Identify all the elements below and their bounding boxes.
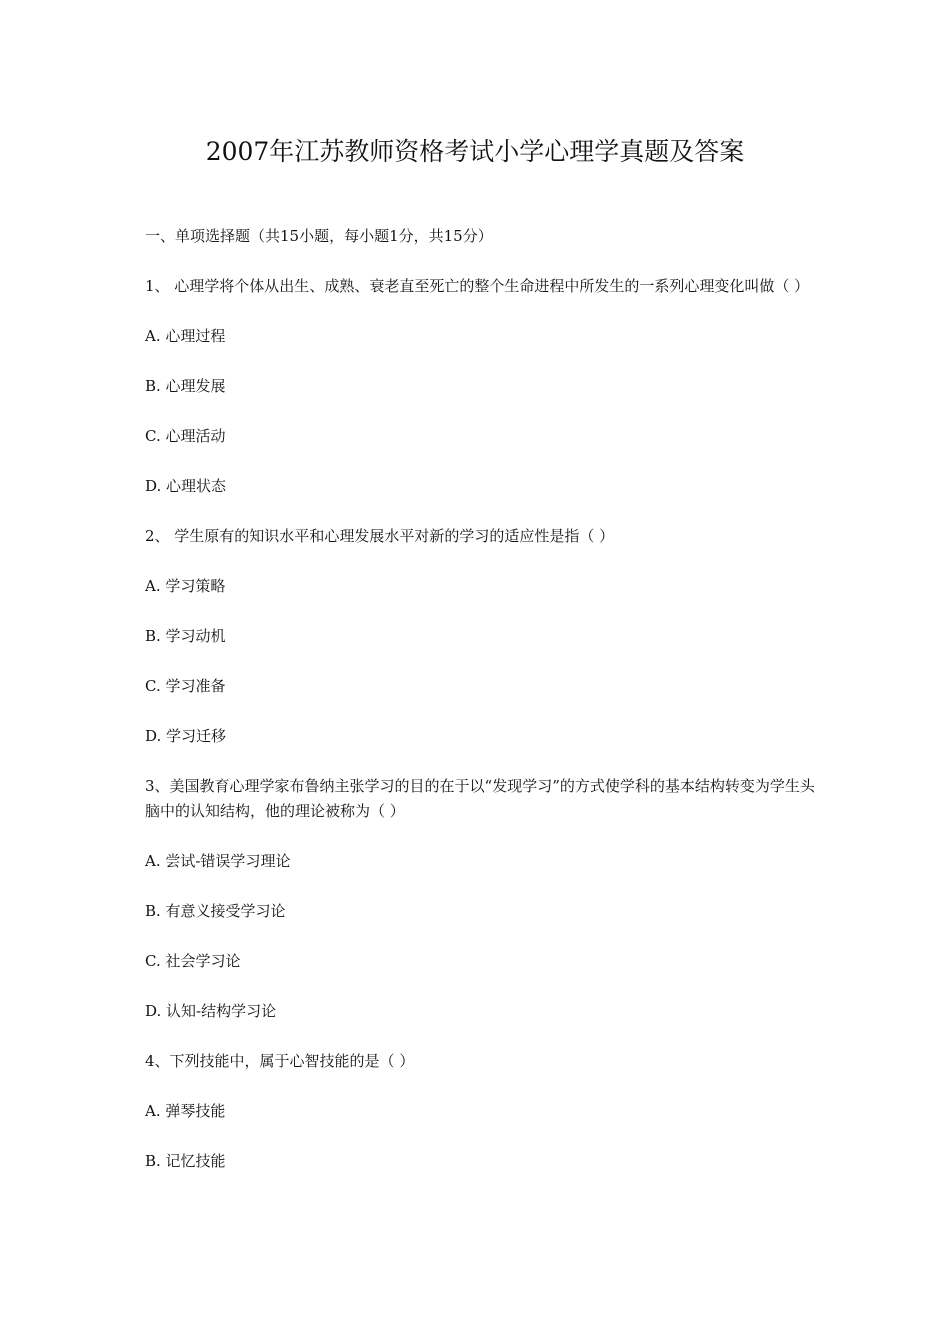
document-body: [145, 224, 815, 1199]
question-3: [145, 774, 815, 1024]
option-d: D. 认知-结构学习论: [145, 1002, 277, 1020]
option-d: D. 学习迁移: [145, 727, 227, 745]
question-stem: 4、下列技能中，属于心智技能的是（ ）: [145, 1052, 415, 1070]
option-a: A. 尝试-错误学习理论: [145, 852, 291, 870]
option-c: C. 心理活动: [145, 427, 226, 445]
option-d: D. 心理状态: [145, 477, 227, 495]
option-c: C. 社会学习论: [145, 952, 241, 970]
option-a: A. 心理过程: [145, 327, 226, 345]
question-4: [145, 1049, 815, 1174]
option-a: A. 学习策略: [145, 577, 226, 595]
option-c: C. 学习准备: [145, 677, 226, 695]
question-2: [145, 524, 815, 749]
document-title: 2007年江苏教师资格考试小学心理学真题及答案: [205, 137, 745, 166]
option-b: B. 有意义接受学习论: [145, 902, 286, 920]
question-1: [145, 274, 815, 499]
option-b: B. 学习动机: [145, 627, 226, 645]
option-b: B. 记忆技能: [145, 1152, 226, 1170]
section-heading: 一、单项选择题（共15小题，每小题1分，共15分）: [145, 227, 493, 245]
question-stem: 1、 心理学将个体从出生、成熟、衰老直至死亡的整个生命进程中所发生的一系列心理变化叫做（ ）: [145, 277, 810, 295]
question-stem: 3、美国教育心理学家布鲁纳主张学习的目的在于以“发现学习”的方式使学科的基本结构转变为学生头脑中的认知结构，他的理论被称为（ ）: [145, 777, 815, 820]
option-a: A. 弹琴技能: [145, 1102, 226, 1120]
question-stem: 2、 学生原有的知识水平和心理发展水平对新的学习的适应性是指（ ）: [145, 527, 615, 545]
option-b: B. 心理发展: [145, 377, 226, 395]
